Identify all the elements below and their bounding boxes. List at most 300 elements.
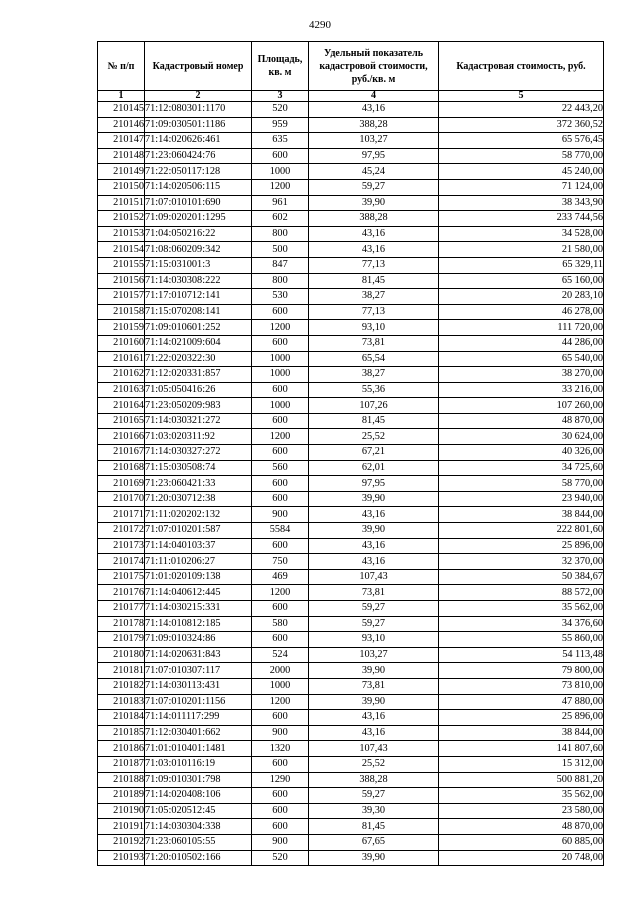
cell-cadastral-number: 71:17:010712:141 [145,289,252,305]
cell-row-number: 210156 [98,273,145,289]
cell-area: 2000 [252,663,309,679]
cell-cadastral-number: 71:03:020311:92 [145,429,252,445]
table-row [98,663,604,679]
cell-unit-rate: 73,81 [309,678,439,694]
cell-area: 520 [252,850,309,866]
cell-unit-rate: 39,90 [309,663,439,679]
cell-cadastral-value: 38 844,00 [439,507,604,523]
cell-cadastral-number: 71:07:010201:1156 [145,694,252,710]
cell-cadastral-value: 141 807,60 [439,741,604,757]
cell-cadastral-value: 60 885,00 [439,834,604,850]
cell-cadastral-value: 21 580,00 [439,242,604,258]
cell-area: 600 [252,756,309,772]
cell-cadastral-value: 46 278,00 [439,304,604,320]
table-row [98,179,604,195]
cell-cadastral-value: 44 286,00 [439,335,604,351]
cell-area: 1000 [252,164,309,180]
cell-row-number: 210192 [98,834,145,850]
cell-unit-rate: 81,45 [309,819,439,835]
cell-cadastral-number: 71:23:060105:55 [145,834,252,850]
column-number: 3 [252,91,309,102]
cell-cadastral-number: 71:23:060421:33 [145,476,252,492]
cell-area: 600 [252,413,309,429]
cell-area: 600 [252,803,309,819]
cell-cadastral-number: 71:09:010324:86 [145,632,252,648]
cell-cadastral-value: 34 376,60 [439,616,604,632]
cell-unit-rate: 107,26 [309,398,439,414]
cell-unit-rate: 73,81 [309,585,439,601]
cell-row-number: 210149 [98,164,145,180]
table-row [98,382,604,398]
cell-unit-rate: 62,01 [309,460,439,476]
cell-area: 1200 [252,179,309,195]
cell-unit-rate: 43,16 [309,507,439,523]
cell-cadastral-number: 71:15:031001:3 [145,257,252,273]
table-row [98,367,604,383]
cell-row-number: 210180 [98,647,145,663]
cell-area: 1000 [252,398,309,414]
cell-area: 900 [252,834,309,850]
cell-unit-rate: 93,10 [309,632,439,648]
cell-cadastral-number: 71:23:060424:76 [145,148,252,164]
cell-cadastral-value: 65 576,45 [439,133,604,149]
table-row [98,647,604,663]
cell-unit-rate: 43,16 [309,725,439,741]
cell-row-number: 210160 [98,335,145,351]
table-row [98,273,604,289]
cell-cadastral-number: 71:12:080301:1170 [145,102,252,118]
cell-cadastral-value: 23 580,00 [439,803,604,819]
cell-row-number: 210147 [98,133,145,149]
cell-unit-rate: 388,28 [309,772,439,788]
cell-cadastral-value: 372 360,52 [439,117,604,133]
cell-row-number: 210178 [98,616,145,632]
cell-cadastral-value: 48 870,00 [439,413,604,429]
table-row [98,569,604,585]
cell-cadastral-number: 71:11:020202:132 [145,507,252,523]
cell-unit-rate: 39,90 [309,523,439,539]
cell-area: 520 [252,102,309,118]
cell-cadastral-number: 71:08:060209:342 [145,242,252,258]
cell-cadastral-value: 35 562,00 [439,788,604,804]
header-row-number: № п/п [98,42,145,91]
cell-area: 600 [252,819,309,835]
cell-area: 500 [252,242,309,258]
table-row [98,756,604,772]
cell-cadastral-value: 111 720,00 [439,320,604,336]
cell-cadastral-value: 55 860,00 [439,632,604,648]
cell-unit-rate: 43,16 [309,554,439,570]
cell-row-number: 210173 [98,538,145,554]
cell-cadastral-number: 71:07:010101:690 [145,195,252,211]
cell-row-number: 210176 [98,585,145,601]
table-row [98,211,604,227]
table-row [98,491,604,507]
column-number: 4 [309,91,439,102]
cell-unit-rate: 43,16 [309,102,439,118]
cell-cadastral-value: 38 844,00 [439,725,604,741]
cell-cadastral-number: 71:05:050416:26 [145,382,252,398]
cell-row-number: 210174 [98,554,145,570]
cell-area: 1320 [252,741,309,757]
cell-unit-rate: 25,52 [309,756,439,772]
cell-unit-rate: 388,28 [309,117,439,133]
cell-area: 1000 [252,678,309,694]
cell-area: 900 [252,725,309,741]
cell-unit-rate: 59,27 [309,788,439,804]
cell-cadastral-value: 222 801,60 [439,523,604,539]
cell-cadastral-value: 20 283,10 [439,289,604,305]
table-row [98,632,604,648]
cell-area: 750 [252,554,309,570]
cell-unit-rate: 39,30 [309,803,439,819]
cadastral-value-table [97,41,604,866]
header-cadastral-value: Кадастровая стоимость, руб. [439,42,604,91]
table-row [98,585,604,601]
cell-cadastral-number: 71:09:010301:798 [145,772,252,788]
cell-row-number: 210162 [98,367,145,383]
cell-cadastral-value: 34 528,00 [439,226,604,242]
cell-area: 1200 [252,429,309,445]
cell-area: 602 [252,211,309,227]
cell-unit-rate: 43,16 [309,538,439,554]
cell-unit-rate: 38,27 [309,367,439,383]
cell-unit-rate: 93,10 [309,320,439,336]
cell-cadastral-number: 71:23:050209:983 [145,398,252,414]
cell-area: 600 [252,601,309,617]
cell-row-number: 210191 [98,819,145,835]
cell-cadastral-value: 107 260,00 [439,398,604,414]
cell-cadastral-number: 71:14:020631:843 [145,647,252,663]
cell-unit-rate: 38,27 [309,289,439,305]
cell-unit-rate: 97,95 [309,476,439,492]
cell-cadastral-number: 71:04:050216:22 [145,226,252,242]
table-row [98,523,604,539]
table-row [98,819,604,835]
cell-row-number: 210155 [98,257,145,273]
cell-cadastral-value: 71 124,00 [439,179,604,195]
cell-cadastral-number: 71:14:040103:37 [145,538,252,554]
cell-area: 600 [252,710,309,726]
cell-cadastral-number: 71:14:020506:115 [145,179,252,195]
cell-unit-rate: 388,28 [309,211,439,227]
cell-cadastral-number: 71:22:050117:128 [145,164,252,180]
table-row [98,476,604,492]
cell-unit-rate: 107,43 [309,741,439,757]
cell-cadastral-value: 34 725,60 [439,460,604,476]
table-row [98,803,604,819]
cell-row-number: 210165 [98,413,145,429]
cell-row-number: 210187 [98,756,145,772]
cell-unit-rate: 81,45 [309,273,439,289]
cell-unit-rate: 43,16 [309,710,439,726]
table-row [98,834,604,850]
cell-area: 600 [252,538,309,554]
cell-unit-rate: 59,27 [309,616,439,632]
cell-row-number: 210148 [98,148,145,164]
cell-cadastral-value: 65 540,00 [439,351,604,367]
cell-cadastral-number: 71:15:030508:74 [145,460,252,476]
cell-row-number: 210157 [98,289,145,305]
cell-cadastral-value: 79 800,00 [439,663,604,679]
cell-unit-rate: 39,90 [309,491,439,507]
cell-row-number: 210169 [98,476,145,492]
cell-area: 1200 [252,694,309,710]
table-row [98,601,604,617]
cell-row-number: 210163 [98,382,145,398]
cell-row-number: 210184 [98,710,145,726]
cell-cadastral-value: 22 443,20 [439,102,604,118]
cell-cadastral-value: 58 770,00 [439,476,604,492]
cell-cadastral-value: 35 562,00 [439,601,604,617]
cell-row-number: 210158 [98,304,145,320]
cell-area: 469 [252,569,309,585]
cell-row-number: 210161 [98,351,145,367]
cell-unit-rate: 55,36 [309,382,439,398]
cell-row-number: 210153 [98,226,145,242]
table-row [98,694,604,710]
cell-row-number: 210164 [98,398,145,414]
cell-cadastral-number: 71:12:020331:857 [145,367,252,383]
cell-area: 600 [252,382,309,398]
column-number: 1 [98,91,145,102]
table-row [98,554,604,570]
cell-unit-rate: 67,21 [309,445,439,461]
cell-area: 600 [252,445,309,461]
table-row [98,335,604,351]
cell-row-number: 210181 [98,663,145,679]
cell-cadastral-value: 32 370,00 [439,554,604,570]
cell-unit-rate: 65,54 [309,351,439,367]
cell-cadastral-value: 54 113,48 [439,647,604,663]
cell-cadastral-number: 71:15:070208:141 [145,304,252,320]
cell-cadastral-number: 71:09:030501:1186 [145,117,252,133]
table-row [98,117,604,133]
cell-cadastral-value: 25 896,00 [439,710,604,726]
table-row [98,678,604,694]
cell-row-number: 210190 [98,803,145,819]
cell-area: 1000 [252,367,309,383]
column-number: 2 [145,91,252,102]
cell-unit-rate: 81,45 [309,413,439,429]
cell-area: 530 [252,289,309,305]
table-row [98,725,604,741]
cell-row-number: 210179 [98,632,145,648]
cell-row-number: 210159 [98,320,145,336]
page-number: 4290 [309,19,331,31]
cell-cadastral-number: 71:11:010206:27 [145,554,252,570]
cell-unit-rate: 97,95 [309,148,439,164]
column-number: 5 [439,91,604,102]
cell-row-number: 210175 [98,569,145,585]
table-row [98,741,604,757]
table-row [98,133,604,149]
cell-unit-rate: 103,27 [309,133,439,149]
cell-cadastral-value: 88 572,00 [439,585,604,601]
table-row [98,320,604,336]
cell-cadastral-number: 71:03:010116:19 [145,756,252,772]
cell-cadastral-value: 33 216,00 [439,382,604,398]
cell-row-number: 210154 [98,242,145,258]
cell-unit-rate: 77,13 [309,304,439,320]
cell-area: 800 [252,226,309,242]
cell-area: 5584 [252,523,309,539]
cell-row-number: 210145 [98,102,145,118]
cell-cadastral-value: 500 881,20 [439,772,604,788]
header-unit-rate: Удельный показатель кадастровой стоимости, руб./кв. м [309,42,439,91]
header-cadastral-number: Кадастровый номер [145,42,252,91]
cell-area: 600 [252,632,309,648]
cell-cadastral-number: 71:09:010601:252 [145,320,252,336]
cell-cadastral-value: 47 880,00 [439,694,604,710]
cell-unit-rate: 39,90 [309,694,439,710]
table-row [98,289,604,305]
table-header-row [98,42,604,91]
cell-area: 800 [252,273,309,289]
cell-area: 560 [252,460,309,476]
cell-cadastral-value: 45 240,00 [439,164,604,180]
cell-unit-rate: 103,27 [309,647,439,663]
table-row [98,148,604,164]
cell-row-number: 210170 [98,491,145,507]
cell-cadastral-number: 71:14:030321:272 [145,413,252,429]
cell-area: 580 [252,616,309,632]
table-row [98,460,604,476]
table-row [98,850,604,866]
cell-cadastral-number: 71:14:030113:431 [145,678,252,694]
table-row [98,102,604,118]
cell-row-number: 210189 [98,788,145,804]
cell-unit-rate: 67,65 [309,834,439,850]
cell-unit-rate: 43,16 [309,242,439,258]
table-row [98,429,604,445]
cell-area: 959 [252,117,309,133]
cell-cadastral-value: 38 270,00 [439,367,604,383]
cell-row-number: 210146 [98,117,145,133]
cell-cadastral-number: 71:14:040612:445 [145,585,252,601]
cell-row-number: 210193 [98,850,145,866]
cell-row-number: 210185 [98,725,145,741]
cell-cadastral-number: 71:14:011117:299 [145,710,252,726]
cell-area: 961 [252,195,309,211]
cell-area: 600 [252,491,309,507]
cell-cadastral-number: 71:14:030308:222 [145,273,252,289]
cell-cadastral-value: 23 940,00 [439,491,604,507]
cell-area: 524 [252,647,309,663]
table-row [98,195,604,211]
cell-unit-rate: 25,52 [309,429,439,445]
cell-row-number: 210183 [98,694,145,710]
cell-cadastral-number: 71:20:010502:166 [145,850,252,866]
cell-cadastral-value: 38 343,90 [439,195,604,211]
table-row [98,616,604,632]
cell-area: 600 [252,335,309,351]
cell-area: 635 [252,133,309,149]
cell-row-number: 210182 [98,678,145,694]
table-row [98,226,604,242]
cell-cadastral-value: 73 810,00 [439,678,604,694]
cell-cadastral-value: 65 160,00 [439,273,604,289]
cell-unit-rate: 43,16 [309,226,439,242]
cell-cadastral-value: 30 624,00 [439,429,604,445]
cell-area: 900 [252,507,309,523]
table-row [98,445,604,461]
table-row [98,413,604,429]
cell-cadastral-number: 71:14:021009:604 [145,335,252,351]
cell-area: 600 [252,304,309,320]
table-row [98,772,604,788]
cell-area: 600 [252,148,309,164]
cell-cadastral-value: 58 770,00 [439,148,604,164]
column-number-row [98,91,604,102]
cell-cadastral-number: 71:01:010401:1481 [145,741,252,757]
table-row [98,304,604,320]
cell-row-number: 210167 [98,445,145,461]
cell-cadastral-number: 71:14:030304:338 [145,819,252,835]
cell-cadastral-number: 71:14:030215:331 [145,601,252,617]
cell-row-number: 210166 [98,429,145,445]
cell-area: 1290 [252,772,309,788]
cell-row-number: 210177 [98,601,145,617]
cell-cadastral-number: 71:20:030712:38 [145,491,252,507]
cell-unit-rate: 77,13 [309,257,439,273]
cell-row-number: 210172 [98,523,145,539]
cell-area: 600 [252,788,309,804]
cell-cadastral-number: 71:14:010812:185 [145,616,252,632]
cell-cadastral-number: 71:05:020512:45 [145,803,252,819]
table-row [98,257,604,273]
cell-row-number: 210186 [98,741,145,757]
cell-cadastral-value: 40 326,00 [439,445,604,461]
table-row [98,164,604,180]
cell-cadastral-number: 71:14:020408:106 [145,788,252,804]
cell-cadastral-number: 71:14:030327:272 [145,445,252,461]
table-row [98,538,604,554]
cell-row-number: 210188 [98,772,145,788]
cell-cadastral-value: 65 329,11 [439,257,604,273]
cell-cadastral-number: 71:14:020626:461 [145,133,252,149]
cell-unit-rate: 45,24 [309,164,439,180]
cell-area: 1200 [252,320,309,336]
cell-row-number: 210171 [98,507,145,523]
cell-area: 1000 [252,351,309,367]
cell-cadastral-number: 71:07:010201:587 [145,523,252,539]
cell-cadastral-number: 71:09:020201:1295 [145,211,252,227]
cell-row-number: 210150 [98,179,145,195]
cell-unit-rate: 73,81 [309,335,439,351]
cell-row-number: 210151 [98,195,145,211]
cell-cadastral-value: 48 870,00 [439,819,604,835]
cell-row-number: 210152 [98,211,145,227]
cell-cadastral-number: 71:07:010307:117 [145,663,252,679]
cell-unit-rate: 59,27 [309,601,439,617]
cell-cadastral-value: 25 896,00 [439,538,604,554]
table-row [98,507,604,523]
cell-unit-rate: 39,90 [309,195,439,211]
cell-area: 600 [252,476,309,492]
header-area: Площадь, кв. м [252,42,309,91]
cell-area: 1200 [252,585,309,601]
cell-cadastral-value: 50 384,67 [439,569,604,585]
cell-cadastral-value: 20 748,00 [439,850,604,866]
table-row [98,788,604,804]
table-row [98,351,604,367]
cell-unit-rate: 107,43 [309,569,439,585]
cell-cadastral-value: 15 312,00 [439,756,604,772]
table-row [98,242,604,258]
cell-cadastral-number: 71:12:030401:662 [145,725,252,741]
cell-cadastral-number: 71:22:020322:30 [145,351,252,367]
